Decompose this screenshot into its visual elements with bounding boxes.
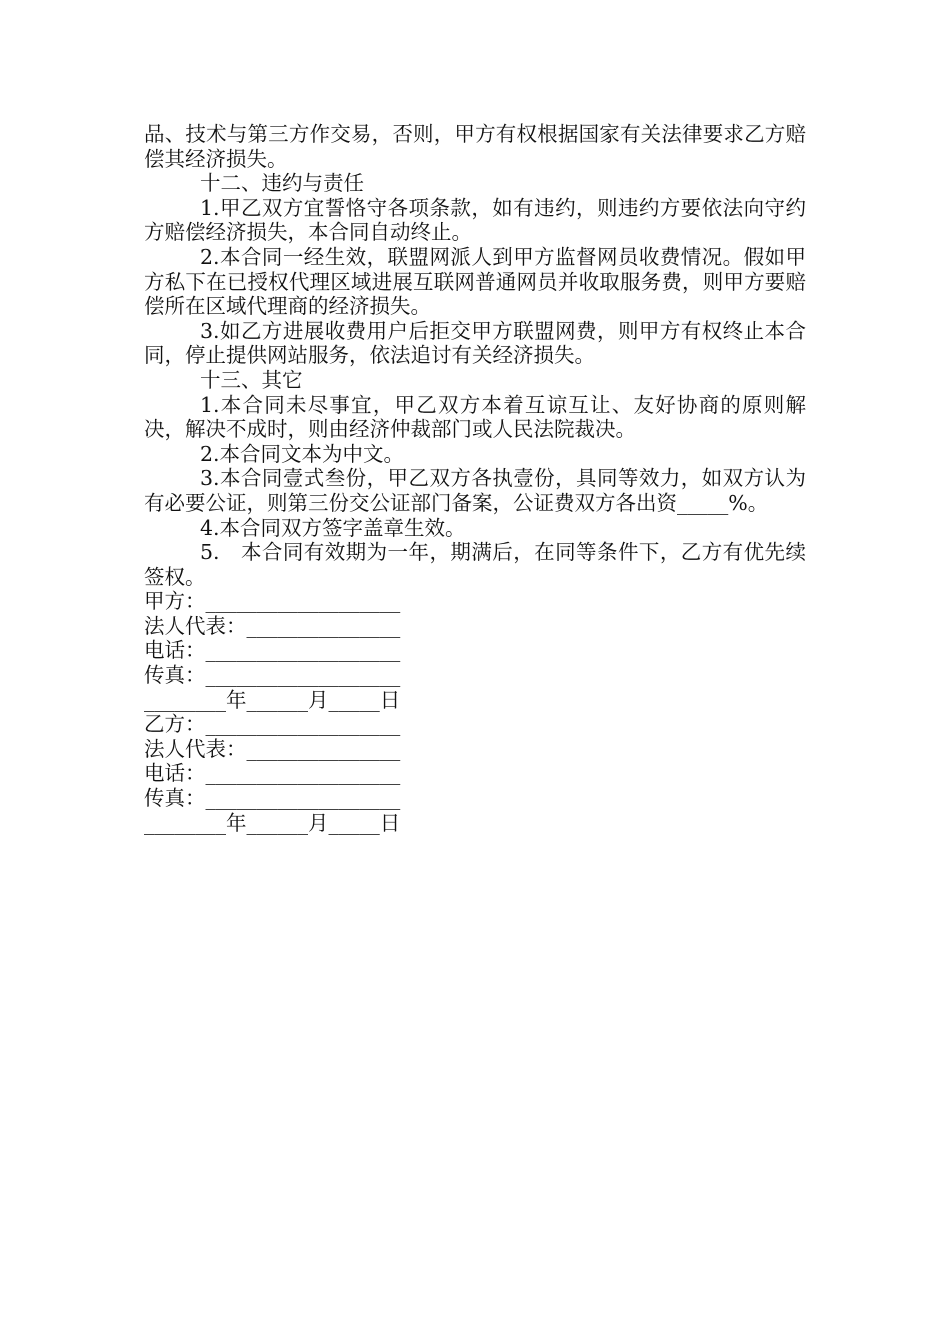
paragraph-continuation: 品、技术与第三方作交易，否则，甲方有权根据国家有关法律要求乙方赔偿其经济损失。 (144, 122, 806, 171)
party-a-fax-line: 传真：___________________ (144, 663, 401, 688)
clause-13-2: 2.本合同文本为中文。 (200, 441, 405, 466)
party-a-phone-line: 电话：___________________ (144, 638, 401, 663)
document-body (144, 122, 806, 835)
clause-13-3: 3.本合同壹式叁份，甲乙双方各执壹份，具同等效力，如双方认为有必要公证，则第三份交公证部门备案，公证费双方各出资_____%。 (144, 466, 806, 515)
section-heading-breach: 十二、违约与责任 (200, 171, 364, 196)
section-heading-other: 十三、其它 (200, 367, 303, 392)
clause-13-5: 5. 本合同有效期为一年，期满后，在同等条件下，乙方有优先续签权。 (144, 540, 806, 589)
party-a-signature-line: 甲方：___________________ (144, 589, 401, 614)
party-a-date-line: ________年______月_____日 (144, 687, 401, 712)
clause-12-2: 2.本合同一经生效，联盟网派人到甲方监督网员收费情况。假如甲方私下在已授权代理区域进展互联网普通网员并收取服务费，则甲方要赔偿所在区域代理商的经济损失。 (144, 244, 806, 319)
clause-13-4: 4.本合同双方签字盖章生效。 (200, 515, 466, 540)
clause-13-1: 1.本合同未尽事宜，甲乙双方本着互谅互让、友好协商的原则解决，解决不成时，则由经济仲裁部门或人民法院裁决。 (144, 392, 806, 442)
clause-12-1: 1.甲乙双方宜誓恪守各项条款，如有违约，则违约方要依法向守约方赔偿经济损失，本合同自动终止。 (144, 195, 806, 245)
party-b-signature-line: 乙方：___________________ (144, 712, 401, 737)
party-b-fax-line: 传真：___________________ (144, 786, 401, 811)
party-a-representative-line: 法人代表：_______________ (144, 613, 401, 638)
party-b-phone-line: 电话：___________________ (144, 761, 401, 786)
clause-12-3: 3.如乙方进展收费用户后拒交甲方联盟网费，则甲方有权终止本合同，停止提供网站服务，依法追讨有关经济损失。 (144, 318, 806, 368)
party-b-date-line: ________年______月_____日 (144, 810, 401, 835)
party-b-representative-line: 法人代表：_______________ (144, 736, 401, 761)
